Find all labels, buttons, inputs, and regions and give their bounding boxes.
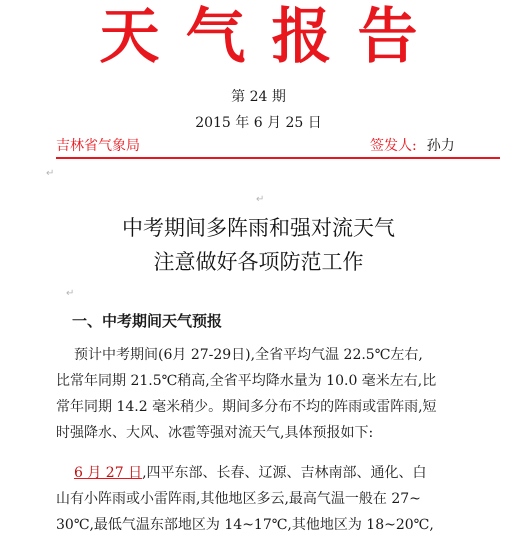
paragraph-mark-icon: ↵: [46, 168, 55, 179]
paragraph-mark-icon: ↵: [256, 194, 265, 205]
headline-line-1: 中考期间多阵雨和强对流天气: [122, 216, 395, 240]
signer-block: [370, 137, 455, 155]
issue-date: 2015 年 6 月 25 日: [195, 115, 322, 131]
red-divider-line: [56, 157, 500, 159]
paragraph-line: 6 月 27 日,四平东部、长春、辽源、吉林南部、通化、白: [74, 465, 427, 481]
paragraph-mark-icon: ↵: [66, 288, 75, 299]
paragraph-line: 时强降水、大风、冰雹等强对流天气,具体预报如下:: [56, 425, 374, 441]
issue-number: 第 24 期: [231, 89, 286, 105]
signer-name: 孙力: [426, 138, 455, 154]
date-label: 6 月 27 日: [74, 465, 143, 481]
daily-forecast-paragraph: [56, 460, 504, 538]
signer-label: 签发人:: [370, 138, 417, 154]
paragraph-line: 30℃,最低气温东部地区为 14~17℃,其他地区为 18~20℃,: [56, 517, 434, 533]
forecast-paragraph: [56, 342, 504, 446]
agency-name: 吉林省气象局: [56, 138, 140, 154]
headline-line-2: 注意做好各项防范工作: [153, 250, 364, 274]
masthead-title: 天气报告: [99, 2, 444, 72]
paragraph-line: 常年同期 14.2 毫米稍少。期间多分布不均的阵雨或雷阵雨,短: [56, 399, 437, 415]
section-heading: 一、中考期间天气预报: [72, 312, 223, 330]
paragraph-line: 比常年同期 21.5℃稍高,全省平均降水量为 10.0 毫米左右,比: [56, 373, 437, 389]
paragraph-line: 山有小阵雨或小雷阵雨,其他地区多云,最高气温一般在 27~: [56, 491, 421, 507]
paragraph-line: 预计中考期间(6月 27-29日),全省平均气温 22.5℃左右,: [74, 347, 423, 363]
